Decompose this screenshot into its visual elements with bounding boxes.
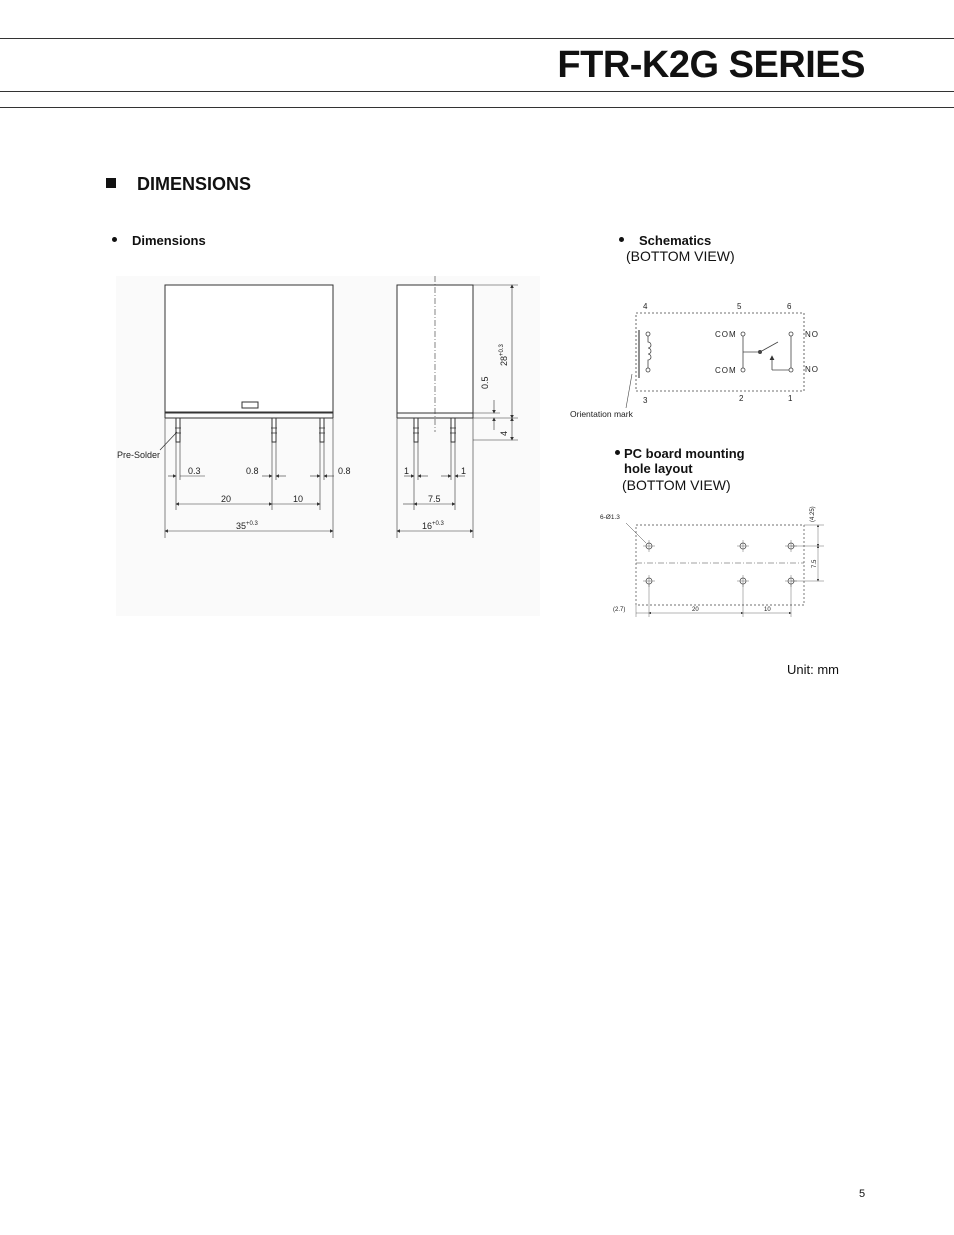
pcb-label-line2: hole layout [624,461,693,476]
pin-label-6: 6 [787,302,792,311]
front-pin-b: 0.8 [246,466,259,476]
side-height-tol: +0.3 [499,344,505,356]
pre-solder-label: Pre-Solder [117,450,161,460]
side-width-tol: +0.3 [432,521,444,527]
com-label-top: COM [715,330,737,339]
side-pitch: 7.5 [428,494,441,504]
pin-label-2: 2 [739,394,744,403]
page-title: FTR-K2G SERIES [557,44,865,86]
pcb-vert-dim: 7.5 [812,559,818,568]
page-number: 5 [859,1188,866,1200]
dimensions-label: Dimensions [132,233,206,248]
side-height-value: 28 [499,355,509,366]
side-gap: 0.5 [480,376,490,389]
pin-label-3: 3 [643,396,648,405]
no-label-bottom: NO [805,365,819,374]
pcb-left-dim: (2.7) [613,607,626,613]
side-pin-l: 1 [404,466,410,476]
unit-note: Unit: mm [787,662,839,677]
front-span-a: 20 [221,494,232,504]
pcb-holes [643,540,797,587]
pin-label-4: 4 [643,302,648,311]
side-width-value: 16 [422,521,433,531]
side-pin-len: 4 [499,430,509,436]
front-width-tol: +0.3 [246,521,258,527]
front-span-b: 10 [293,494,304,504]
pin-label-5: 5 [737,302,742,311]
pcb-span-b: 10 [764,607,771,613]
pcb-top-dim: (4.25) [810,506,816,522]
side-pin-r: 1 [461,466,467,476]
pcb-layout-drawing [626,523,824,617]
schematic-drawing [626,313,804,408]
section-heading-text: DIMENSIONS [137,174,252,194]
front-pin-a: 0.3 [188,466,201,476]
pcb-view: (BOTTOM VIEW) [622,477,731,493]
front-pin-c: 0.8 [338,466,351,476]
pcb-label-line1: PC board mounting [624,446,745,461]
pcb-span-a: 20 [692,607,699,613]
schematics-view: (BOTTOM VIEW) [626,248,735,264]
no-label-top: NO [805,330,819,339]
front-width-value: 35 [236,521,247,531]
orientation-mark-label: Orientation mark [570,409,633,419]
pin-label-1: 1 [788,394,793,403]
com-label-bottom: COM [715,366,737,375]
schematics-label: Schematics [639,233,712,248]
pcb-holes-label: 6-Ø1.3 [600,514,620,521]
